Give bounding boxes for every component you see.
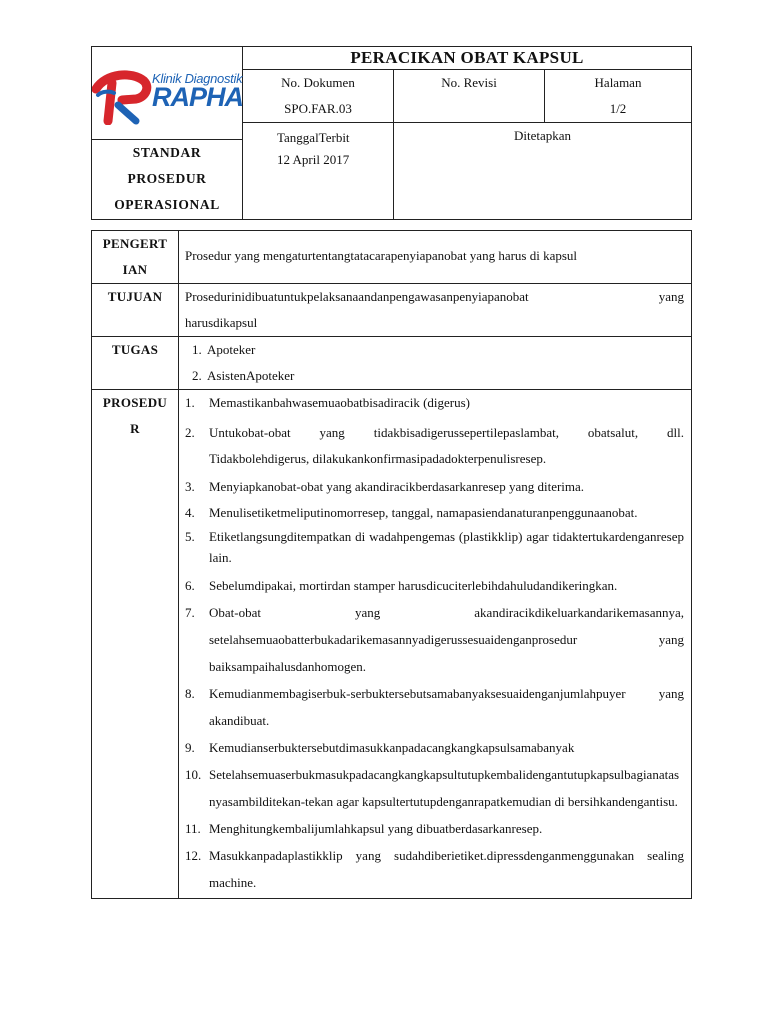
tujuan-line-1-right: yang [658, 289, 684, 304]
pengertian-label-line-1: PENGERT [102, 236, 168, 251]
ditetapkan-cell [394, 123, 692, 220]
tujuan-row [92, 284, 692, 337]
prosedur-label-line-2: R [130, 421, 140, 436]
pengertian-text: Prosedur yang mengaturtentangtatacarapenyiapanobat yang harus di kapsul [179, 231, 692, 284]
prosedur-step [185, 475, 684, 499]
logo-brand: RAPHA [152, 82, 244, 112]
clinic-logo [92, 65, 242, 125]
step-text: Kemudianmembagiserbuk-serbuktersebutsamabanyaksesuaidenganjumlahpuyer yang akandibuat. [209, 686, 684, 728]
prosedur-list-cell [179, 390, 692, 899]
no-dokumen-label: No. Dokumen [281, 75, 355, 90]
prosedur-step [185, 734, 684, 761]
tugas-item: 2. AsistenApoteker [205, 363, 684, 389]
prosedur-step [185, 842, 684, 896]
tujuan-label: TUJUAN [92, 284, 179, 337]
tugas-item: 1. Apoteker [205, 337, 684, 363]
tugas-list-cell [179, 337, 692, 390]
step-number: 12. [185, 848, 202, 863]
no-dokumen-value: SPO.FAR.03 [284, 101, 352, 116]
prosedur-step [185, 573, 684, 599]
prosedur-step [185, 680, 684, 734]
step-number: 8. [185, 686, 195, 701]
no-revisi-cell [394, 70, 545, 123]
prosedur-step [185, 761, 684, 815]
step-text: Masukkanpadaplastikklip yang sudahdiberietiket.dipressdenganmenggunakan sealing machine. [209, 848, 684, 890]
tujuan-line-1-left: Prosedurinidibuatuntukpelaksanaandanpengawasanpenyiapanobat [185, 289, 529, 304]
step-number: 6. [185, 578, 195, 593]
prosedur-label-line-1: PROSEDU [102, 395, 168, 410]
header-table [91, 46, 692, 220]
halaman-value: 1/2 [609, 101, 627, 116]
prosedur-step [185, 526, 684, 568]
tujuan-line-2: harusdikapsul [185, 315, 258, 330]
prosedur-step [185, 815, 684, 842]
prosedur-step [185, 502, 684, 523]
sop-title-cell [92, 140, 243, 220]
step-number: 3. [185, 479, 195, 494]
no-revisi-label: No. Revisi [441, 75, 497, 90]
step-text: Kemudianserbuktersebutdimasukkanpadacangkangkapsulsamabanyak [209, 740, 575, 755]
prosedur-step [185, 420, 684, 472]
step-text: Obat-obat yang akandiracikdikeluarkandarikemasannya, setelahsemuaobatterbukadarikemasannyadigerussesuaidenganprosedur yang baiksampaihalusdanhomogen. [209, 605, 684, 674]
pengertian-label [92, 231, 179, 284]
tanggal-terbit-label: TanggalTerbit [277, 130, 350, 145]
step-number: 11. [185, 821, 201, 836]
prosedur-step [185, 390, 684, 416]
step-number: 2. [185, 425, 195, 440]
no-dokumen-cell [243, 70, 394, 123]
step-number: 1. [185, 395, 195, 410]
sop-line-3: OPERASIONAL [114, 197, 220, 213]
step-number: 7. [185, 605, 195, 620]
step-number: 4. [185, 505, 195, 520]
prosedur-step [185, 599, 684, 680]
step-text: Menyiapkanobat-obat yang akandiracikberdasarkanresep yang diterima. [209, 479, 585, 494]
step-text: Etiketlangsungditempatkan di wadahpengemas (plastikklip) agar tidaktertukardenganresep lain. [209, 529, 684, 565]
procedure-table [91, 230, 692, 899]
step-text: Setelahsemuaserbukmasukpadacangkangkapsultutupkembalidengantutupkapsulbagianatasnyasambilditekan-tekan agar kapsultertutupdenganrapatkemudian di bersihkandengantisu. [209, 767, 680, 809]
tugas-row [92, 337, 692, 390]
ditetapkan-label: Ditetapkan [513, 128, 572, 143]
prosedur-row [92, 390, 692, 899]
step-text: Memastikanbahwasemuaobatbisadiracik (digerus) [209, 395, 470, 410]
step-text: Untukobat-obat yang tidakbisadigerussepertilepaslambat, obatsalut, dll. Tidakbolehdigerus, dilakukankonfirmasipadadokterpenulisresep. [209, 425, 684, 466]
sop-line-2: PROSEDUR [127, 171, 207, 187]
halaman-cell [545, 70, 692, 123]
step-text: Menulisetiketmeliputinomorresep, tanggal, namapasiendanaturanpenggunaanobat. [209, 505, 638, 520]
pengertian-label-line-2: IAN [122, 262, 148, 277]
step-number: 9. [185, 740, 195, 755]
logo-cell [92, 47, 243, 140]
tanggal-terbit-value: 12 April 2017 [277, 152, 350, 167]
step-text: Sebelumdipakai, mortirdan stamper harusdicuciterlebihdahuludandikeringkan. [209, 578, 618, 593]
tugas-label: TUGAS [92, 337, 179, 390]
pengertian-row [92, 231, 692, 284]
sop-line-1: STANDAR [132, 145, 202, 161]
document-title: PERACIKAN OBAT KAPSUL [243, 47, 692, 70]
prosedur-label [92, 390, 179, 899]
rapha-logo-mark-icon [92, 65, 154, 125]
logo-subtitle: Klinik Diagnostik [152, 71, 243, 86]
halaman-label: Halaman [594, 75, 642, 90]
step-number: 10. [185, 767, 202, 782]
step-text: Menghitungkembalijumlahkapsul yang dibuatberdasarkanresep. [209, 821, 543, 836]
tujuan-text [179, 284, 692, 337]
tanggal-terbit-cell [243, 123, 394, 220]
step-number: 5. [185, 529, 195, 544]
tugas-list [185, 337, 684, 389]
